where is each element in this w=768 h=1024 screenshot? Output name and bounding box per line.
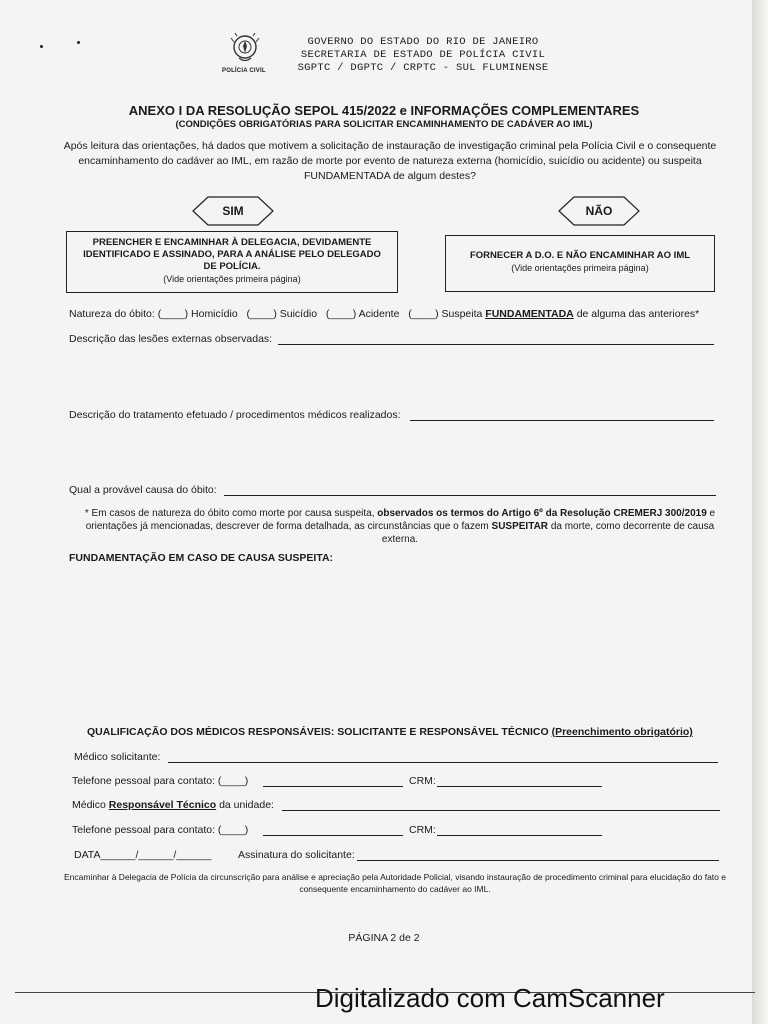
qualification-heading: QUALIFICAÇÃO DOS MÉDICOS RESPONSÁVEIS: SOLICITANTE E RESPONSÁVEL TÉCNICO [87, 726, 549, 738]
no-instruction: FORNECER A D.O. E NÃO ENCAMINHAR AO IML [469, 250, 691, 261]
requester-crm-field[interactable] [437, 786, 602, 787]
scan-speck [40, 45, 43, 48]
technical-label: Médico [72, 799, 106, 811]
technical-suffix: da unidade: [219, 799, 274, 811]
footnote-article: observados os termos do Artigo 6º da Resolução CREMERJ 300/2019 [377, 508, 707, 519]
requester-phone-field[interactable] [263, 786, 403, 787]
suspect-heading: FUNDAMENTAÇÃO EM CASO DE CAUSA SUSPEITA: [69, 552, 334, 564]
footnote-emphasis: SUSPEITAR [491, 521, 549, 532]
suspect-footnote [70, 507, 730, 546]
yes-note: (Vide orientações primeira página) [163, 274, 301, 284]
suspect-suffix: de alguma das anteriores* [576, 308, 700, 320]
letterhead-line: SGPTC / DGPTC / CRPTC - SUL FLUMINENSE [297, 62, 549, 74]
technical-doctor-field[interactable] [282, 810, 720, 811]
accident-checkbox[interactable]: (____) [325, 308, 357, 320]
cause-label: Qual a provável causa do óbito: [69, 484, 217, 496]
document-title: ANEXO I DA RESOLUÇÃO SEPOL 415/2022 e INFORMAÇÕES COMPLEMENTARES [128, 103, 640, 118]
homicide-label: Homicídio [191, 308, 238, 320]
technical-emphasis: Responsável Técnico [108, 799, 217, 811]
suspect-emphasis: FUNDAMENTADA [485, 308, 574, 320]
no-note: (Vide orientações primeira página) [511, 263, 649, 273]
requester-phone-label: Telefone pessoal para contato: (____) [72, 775, 249, 787]
no-decision [558, 196, 640, 226]
logo-label: POLÍCIA CIVIL [222, 68, 266, 74]
suspect-checkbox[interactable]: (____) [408, 308, 439, 320]
qualification-note: (Preenchimento obrigatório) [551, 726, 693, 738]
qualification-heading-line [87, 726, 693, 738]
technical-phone-field[interactable] [263, 835, 403, 836]
footnote-text: e orientações já mencionadas, descrever de forma detalhada, as circunstâncias que o fazem [85, 508, 716, 532]
lesions-field[interactable] [278, 344, 714, 345]
no-instruction-box [445, 235, 715, 292]
nature-label: Natureza do óbito: [69, 308, 155, 320]
suspect-justification-area[interactable] [69, 570, 719, 710]
yes-decision [192, 196, 274, 226]
camscanner-watermark: Digitalizado com CamScanner [315, 983, 665, 1013]
no-label: NÃO [585, 204, 613, 218]
letterhead [288, 36, 558, 75]
homicide-checkbox[interactable]: (____) [157, 308, 189, 320]
letterhead-line: SECRETARIA DE ESTADO DE POLÍCIA CIVIL [300, 49, 546, 61]
cause-field[interactable] [224, 495, 716, 496]
suspect-label: Suspeita [441, 308, 483, 320]
forward-note: Encaminhar à Delegacia de Polícia da circunscrição para análise e apreciação pela Autoridade Policial, visando instauração de procedimento criminal para elucidação do fato e consequente encaminhamento do cadáver ao IML. [64, 872, 726, 894]
date-field[interactable]: DATA______/______/______ [74, 849, 212, 861]
accident-label: Acidente [358, 308, 400, 320]
requester-crm-label: CRM: [409, 775, 436, 787]
technical-phone-label: Telefone pessoal para contato: (____) [72, 824, 249, 836]
letterhead-line: GOVERNO DO ESTADO DO RIO DE JANEIRO [307, 36, 539, 48]
scan-speck [77, 41, 80, 44]
footnote-text: da morte, como decorrente de causa externa. [381, 521, 715, 545]
requester-field[interactable] [168, 762, 718, 763]
suicide-label: Suicídio [279, 308, 318, 320]
intro-question: Após leitura das orientações, há dados que motivem a solicitação de instauração de investigação criminal pela Polícia Civil e o consequente encaminhamento do cadáver ao IML, em razão de morte por evento de natureza externa (homicídio, suicídio ou acidente) ou suspeita FUNDAMENTADA de algum destes? [63, 140, 717, 182]
signature-field[interactable] [357, 860, 719, 861]
treatment-label: Descrição do tratamento efetuado / procedimentos médicos realizados: [69, 409, 401, 421]
scan-edge-shadow [752, 0, 768, 1024]
suicide-checkbox[interactable]: (____) [246, 308, 277, 320]
signature-label: Assinatura do solicitante: [238, 849, 355, 861]
yes-instruction-box [66, 231, 398, 293]
nature-of-death-line [69, 308, 699, 320]
technical-crm-label: CRM: [409, 824, 436, 836]
page-number: PÁGINA 2 de 2 [348, 932, 420, 944]
document-subtitle: (CONDIÇÕES OBRIGATÓRIAS PARA SOLICITAR ENCAMINHAMENTO DE CADÁVER AO IML) [175, 119, 593, 130]
footnote-text: * Em casos de natureza do óbito como morte por causa suspeita, [84, 508, 375, 519]
yes-label: SIM [222, 204, 244, 218]
technical-crm-field[interactable] [437, 835, 602, 836]
requester-label: Médico solicitante: [74, 751, 161, 763]
lesions-label: Descrição das lesões externas observadas: [69, 333, 273, 345]
yes-instruction: PREENCHER E ENCAMINHAR À DELEGACIA, DEVIDAMENTE IDENTIFICADO E ASSINADO, PARA A ANÁLISE PELO DELEGADO DE POLÍCIA. [83, 237, 381, 272]
treatment-field[interactable] [410, 420, 714, 421]
technical-doctor-line [72, 799, 274, 811]
